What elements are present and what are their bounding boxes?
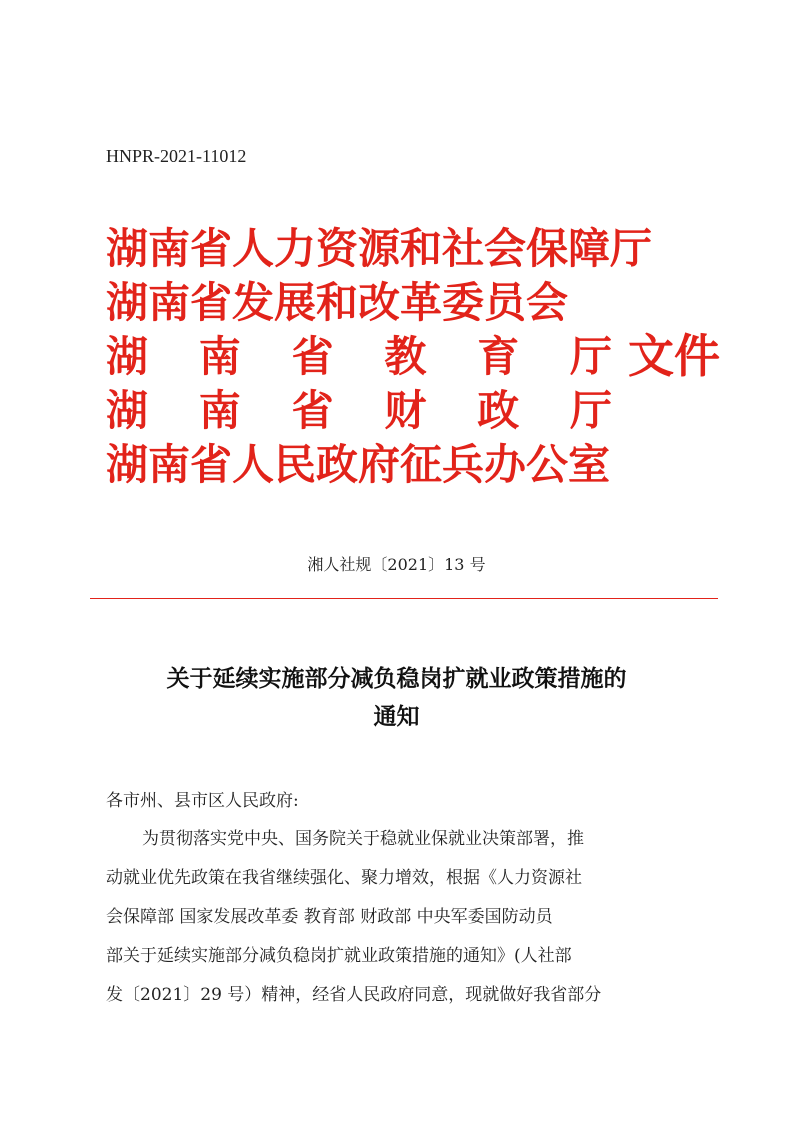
document-title bbox=[100, 660, 693, 736]
issuer-line bbox=[106, 384, 612, 438]
issuer-char: 湖 bbox=[106, 386, 149, 435]
issuer-char: 省 bbox=[291, 332, 334, 381]
salutation: 各市州、县市区人民政府: bbox=[106, 791, 299, 811]
issuer-line: 湖南省人力资源和社会保障厅 bbox=[106, 224, 653, 273]
issuer-char: 南 bbox=[198, 386, 241, 435]
body-line: 发〔2021〕29 号）精神，经省人民政府同意，现就做好我省部分 bbox=[106, 985, 602, 1005]
issuer-line bbox=[106, 330, 612, 384]
issuer-char: 教 bbox=[384, 332, 427, 381]
issuer-char: 财 bbox=[384, 386, 427, 435]
issuer-char: 育 bbox=[477, 332, 520, 381]
issuer-char: 湖 bbox=[106, 332, 149, 381]
body-line: 为贯彻落实党中央、国务院关于稳就业保就业决策部署，推 bbox=[142, 829, 584, 849]
issuer-char: 南 bbox=[198, 332, 241, 381]
body-line: 部关于延续实施部分减负稳岗扩就业政策措施的通知》(人社部 bbox=[106, 946, 572, 966]
body-line: 会保障部 国家发展改革委 教育部 财政部 中央军委国防动员 bbox=[106, 907, 553, 927]
body-line: 动就业优先政策在我省继续强化、聚力增效，根据《人力资源社 bbox=[106, 868, 582, 888]
red-divider bbox=[90, 598, 718, 599]
issuer-line: 湖南省人民政府征兵办公室 bbox=[106, 440, 611, 489]
issuer-block bbox=[106, 222, 653, 492]
body-text bbox=[106, 820, 694, 1015]
issuer-char: 政 bbox=[477, 386, 520, 435]
issuer-suffix: 文件 bbox=[628, 329, 720, 383]
issuer-line: 湖南省发展和改革委员会 bbox=[106, 278, 569, 327]
issuer-char: 厅 bbox=[569, 332, 612, 381]
document-number: 湘人社规〔2021〕13 号 bbox=[307, 555, 486, 574]
issuer-char: 省 bbox=[291, 386, 334, 435]
document-code: HNPR-2021-11012 bbox=[106, 146, 247, 166]
title-line: 关于延续实施部分减负稳岗扩就业政策措施的 bbox=[166, 665, 627, 692]
issuer-char: 厅 bbox=[569, 386, 612, 435]
title-line: 通知 bbox=[373, 703, 420, 730]
